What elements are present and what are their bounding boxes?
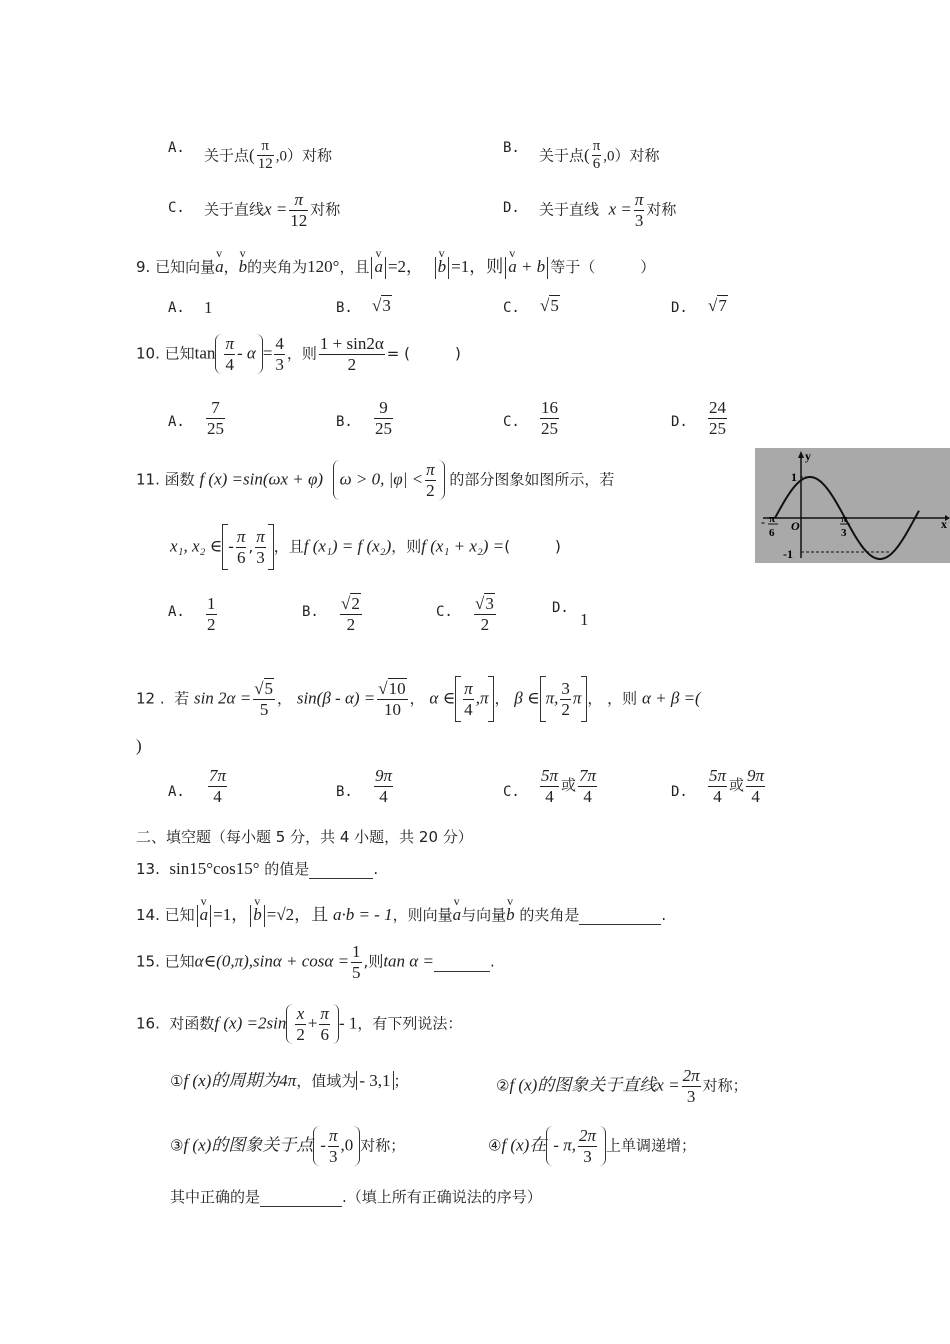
q8-option-c-label: C. [168,200,185,216]
graph-tick-right-den: 3 [841,527,847,539]
q16-statement-4: ④f (x)在 - π, $\frac{2\pi}{3}$ 上单调递增； [488,1126,697,1166]
q13-answer-blank[interactable] [309,860,373,879]
q11-options: A. $\frac{1}{2}$ B. $\frac{√2}{2}$ C. $\frac{√3}{2}$ D. 1 [168,594,589,634]
q16-final: 其中正确的是 .（填上所有正确说法的序号） [170,1188,542,1206]
q8-d-frac: $\frac{\pi}{3}$ [634,190,644,230]
q8-a-frac: $\frac{\pi}{12}$ [257,138,273,173]
q14-answer-blank[interactable] [579,906,661,925]
q8-option-a: 关于点( $\frac{\pi}{12}$ ,0）对称 [204,138,332,173]
q8-option-d: 关于直线 x = $\frac{\pi}{3}$ 对称 [539,190,677,230]
q8-a-text: 关于点 [204,146,250,165]
q8-option-c: 关于直线x = $\frac{\pi}{12}$ 对称 [204,190,341,230]
q9-stem: 9. 已知向量v a，v b的夹角为120°，且v a =2， v b =1，则v a + b 等于（ ） [136,252,655,279]
q12-close-paren: ) [136,736,142,755]
graph-tick-y-bottom: -1 [783,547,793,561]
q16-statement-1: ①f (x)的周期为4π，值域为 - 3,1 ； [170,1071,409,1090]
q8-option-a-label: A. [168,140,185,156]
q8-option-b: 关于点( $\frac{\pi}{6}$ ,0）对称 [539,138,660,173]
graph-x-label: x [941,517,947,531]
q9-option-a-value: 1 [204,298,213,317]
graph-tick-right-num: π [841,513,848,525]
graph-tick-left-den: 6 [769,527,775,539]
section-2-heading: 二、填空题（每小题 5 分，共 4 小题，共 20 分） [136,828,473,846]
sine-graph [755,448,950,563]
graph-tick-left-sign: - [761,515,765,529]
q8-b-text: 关于点 [539,146,585,165]
graph-origin-label: O [791,519,800,533]
q9-option-d-value: √7 [708,296,727,315]
q14: 14. 已知v a =1，v b =√2，且 a·b = - 1，则向量v a与向量v b 的夹角是 . [136,900,666,927]
q12-options: A. $\frac{7\pi}{4}$ B. $\frac{9\pi}{4}$ C. $\frac{5\pi}{4}$ 或 $\frac{7\pi}{4}$ D. $\frac{5\pi}{4}$ 或 $\frac{9\pi}{4}$ [168,766,765,806]
q16-statement-2: ②f (x)的图象关于直线x = $\frac{2\pi}{3}$ 对称； [496,1066,748,1106]
q9-option-c-value: √5 [540,296,559,315]
graph-tick-y-top: 1 [791,470,797,484]
q11-graph [755,448,950,563]
q15: 15. 已知α∈(0,π),sinα + cosα = $\frac{1}{5}$ ,则tan α = . [136,942,495,982]
q8-b-frac: $\frac{\pi}{6}$ [592,138,601,173]
q9-option-b-value: √3 [372,296,391,315]
q16-answer-blank[interactable] [260,1188,342,1207]
q11-stem-line2: x₁, x₂ ∈ - $\frac{\pi}{6}$ , $\frac{\pi}{3}$ ，且f (x₁) = f (x₂)，则f (x₁ + x₂) =( ) [170,524,561,570]
q10-stem: 10. 已知tan $\frac{\pi}{4}$ - α = $\frac{4}{3}$ ，则 $\frac{1 + \sin 2\alpha}{2}$ = ( ) [136,334,461,374]
q16-statement-3: ③f (x)的图象关于点 - $\frac{\pi}{3}$ ,0 对称； [170,1126,406,1166]
q8-option-d-label: D. [503,200,520,216]
graph-tick-left-num: π [769,513,776,525]
q16-stem: 16. 对函数f (x) =2sin $\frac{x}{2}$ + $\frac{\pi}{6}$ - 1，有下列说法： [136,1004,463,1044]
q10-options: A. $\frac{7}{25}$ B. $\frac{9}{25}$ C. $\frac{16}{25}$ D. $\frac{24}{25}$ [168,398,726,438]
q11-stem-line1: 11. 函数 f (x) =sin(ωx + φ) ω > 0, |φ| < $\frac{\pi}{2}$ 的部分图象如图所示，若 [136,460,615,500]
graph-y-label: y [805,449,811,463]
q8-c-frac: $\frac{\pi}{12}$ [290,190,308,230]
graph-background [755,448,950,563]
q12-stem: 12 . 若 sin 2α = $\frac{√5}{5}$ ， sin(β - α) = $\frac{√10}{10}$ ， α ∈ $\frac{\pi}{4}$ ,π ， β ∈ π, $\frac{3}{2}$ π ， ，则 α + β =( [136,676,701,722]
q15-answer-blank[interactable] [434,953,490,972]
q8-option-b-label: B. [503,140,520,156]
q13: 13. sin15°cos15° 的值是 . [136,859,379,878]
